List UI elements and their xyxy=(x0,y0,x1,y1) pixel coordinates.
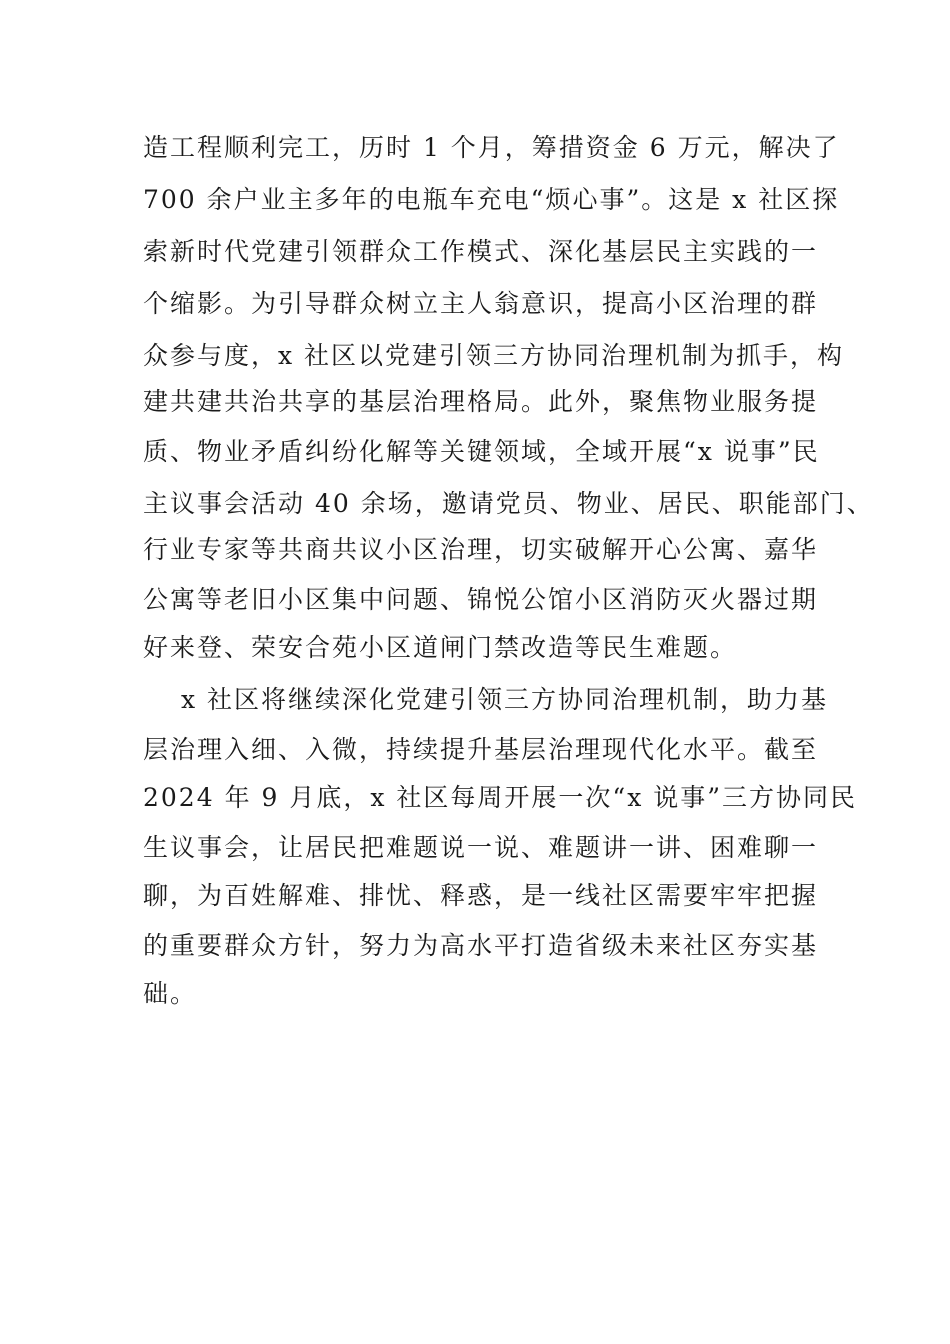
text-line: 众参与度，x 社区以党建引领三方协同治理机制为抓手，构 xyxy=(143,341,845,370)
text-line: 的重要群众方针，努力为高水平打造省级未来社区夯实基 xyxy=(143,931,819,960)
text-line: 好来登、荣安合苑小区道闸门禁改造等民生难题。 xyxy=(143,633,738,662)
text-line: 索新时代党建引领群众工作模式、深化基层民主实践的一 xyxy=(143,237,819,266)
text-line: 建共建共治共享的基层治理格局。此外，聚焦物业服务提 xyxy=(143,387,819,416)
text-line: 层治理入细、入微，持续提升基层治理现代化水平。截至 xyxy=(143,735,819,764)
text-line: 公寓等老旧小区集中问题、锦悦公馆小区消防灭火器过期 xyxy=(143,585,819,614)
text-line: 造工程顺利完工，历时 1 个月，筹措资金 6 万元，解决了 xyxy=(143,133,840,162)
text-line: 生议事会，让居民把难题说一说、难题讲一讲、困难聊一 xyxy=(143,833,819,862)
text-line: 行业专家等共商共议小区治理，切实破解开心公寓、嘉华 xyxy=(143,535,819,564)
text-line: 个缩影。为引导群众树立主人翁意识，提高小区治理的群 xyxy=(143,289,819,318)
text-line: 2024 年 9 月底，x 社区每周开展一次“x 说事”三方协同民 xyxy=(143,783,858,812)
text-line: 主议事会活动 40 余场，邀请党员、物业、居民、职能部门、 xyxy=(143,489,874,518)
text-line: 础。 xyxy=(143,979,198,1008)
text-line: 聊，为百姓解难、排忧、释惑，是一线社区需要牢牢把握 xyxy=(143,881,819,910)
text-line: 质、物业矛盾纠纷化解等关键领域，全域开展“x 说事”民 xyxy=(143,437,820,466)
text-line: 700 余户业主多年的电瓶车充电“烦心事”。这是 x 社区探 xyxy=(143,185,840,214)
text-line: x 社区将继续深化党建引领三方协同治理机制，助力基 xyxy=(181,685,829,714)
